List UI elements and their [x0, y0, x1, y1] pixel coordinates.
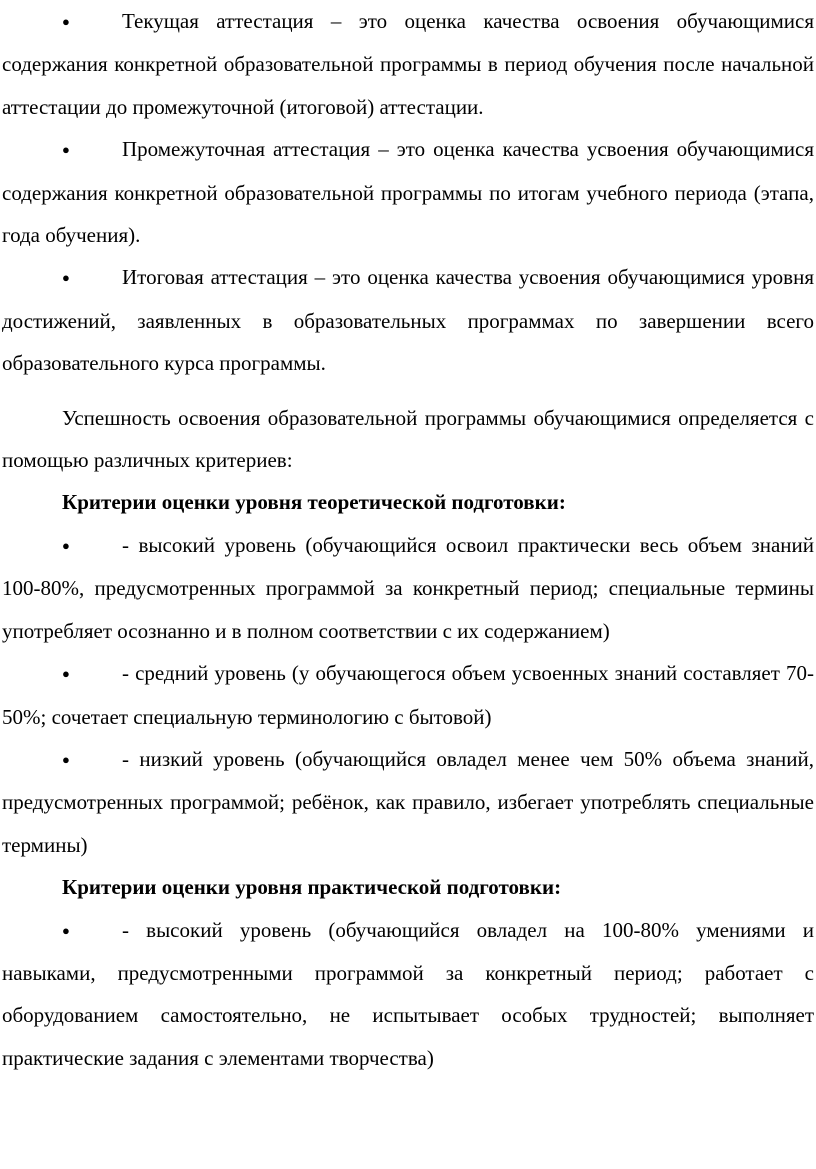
bullet-icon: ● — [62, 922, 70, 938]
practical-criteria-heading: Критерии оценки уровня практической подготовки: — [62, 875, 562, 900]
bullet-icon: ● — [62, 142, 70, 158]
theoretical-high-level — [2, 524, 814, 652]
bullet-text: Текущая аттестация – это оценка качества освоения обучающимися содержания конкретной образовательной программы в период обучения после начальной аттестации до промежуточной (итоговой) аттестации. — [2, 9, 814, 119]
bullet-item-intermediate-attestation — [2, 128, 814, 256]
bullet-icon: ● — [62, 270, 70, 286]
theoretical-medium-level — [2, 652, 814, 738]
bullet-icon: ● — [62, 751, 70, 767]
bullet-item-current-attestation — [2, 0, 814, 128]
bullet-text: - средний уровень (у обучающегося объем усвоенных знаний составляет 70-50%; сочетает специальную терминологию с бытовой) — [2, 661, 814, 729]
bullet-text: Итоговая аттестация – это оценка качества усвоения обучающимися уровня достижений, заявленных в образовательных программах по завершении всего образовательного курса программы. — [2, 265, 814, 376]
bullet-icon: ● — [62, 14, 70, 29]
success-paragraph: Успешность освоения образовательной программы обучающимися определяется с помощью различных критериев: — [2, 405, 814, 473]
bullet-icon: ● — [62, 666, 70, 682]
theoretical-criteria-heading: Критерии оценки уровня теоретической подготовки: — [62, 490, 566, 515]
practical-high-level — [2, 909, 814, 1080]
theoretical-low-level — [2, 738, 814, 866]
bullet-icon: ● — [62, 537, 70, 553]
bullet-text: - высокий уровень (обучающийся овладел на 100-80% умениями и навыками, предусмотренными программой за конкретный период; работает с оборудованием самостоятельно, не испытывает особых трудностей; выполняет практические задания с элементами творчества) — [2, 917, 814, 1070]
bullet-text: - низкий уровень (обучающийся овладел менее чем 50% объема знаний, предусмотренных программой; ребёнок, как правило, избегает употреблять специальные термины) — [2, 746, 814, 857]
bullet-item-final-attestation — [2, 256, 814, 384]
bullet-text: - высокий уровень (обучающийся освоил практически весь объем знаний 100-80%, предусмотренных программой за конкретный период; специальные термины употребляет осознанно и в полном соответствии с их содержанием) — [2, 532, 814, 643]
bullet-text: Промежуточная аттестация – это оценка качества усвоения обучающимися содержания конкретной образовательной программы по итогам учебного периода (этапа, года обучения). — [2, 137, 814, 248]
